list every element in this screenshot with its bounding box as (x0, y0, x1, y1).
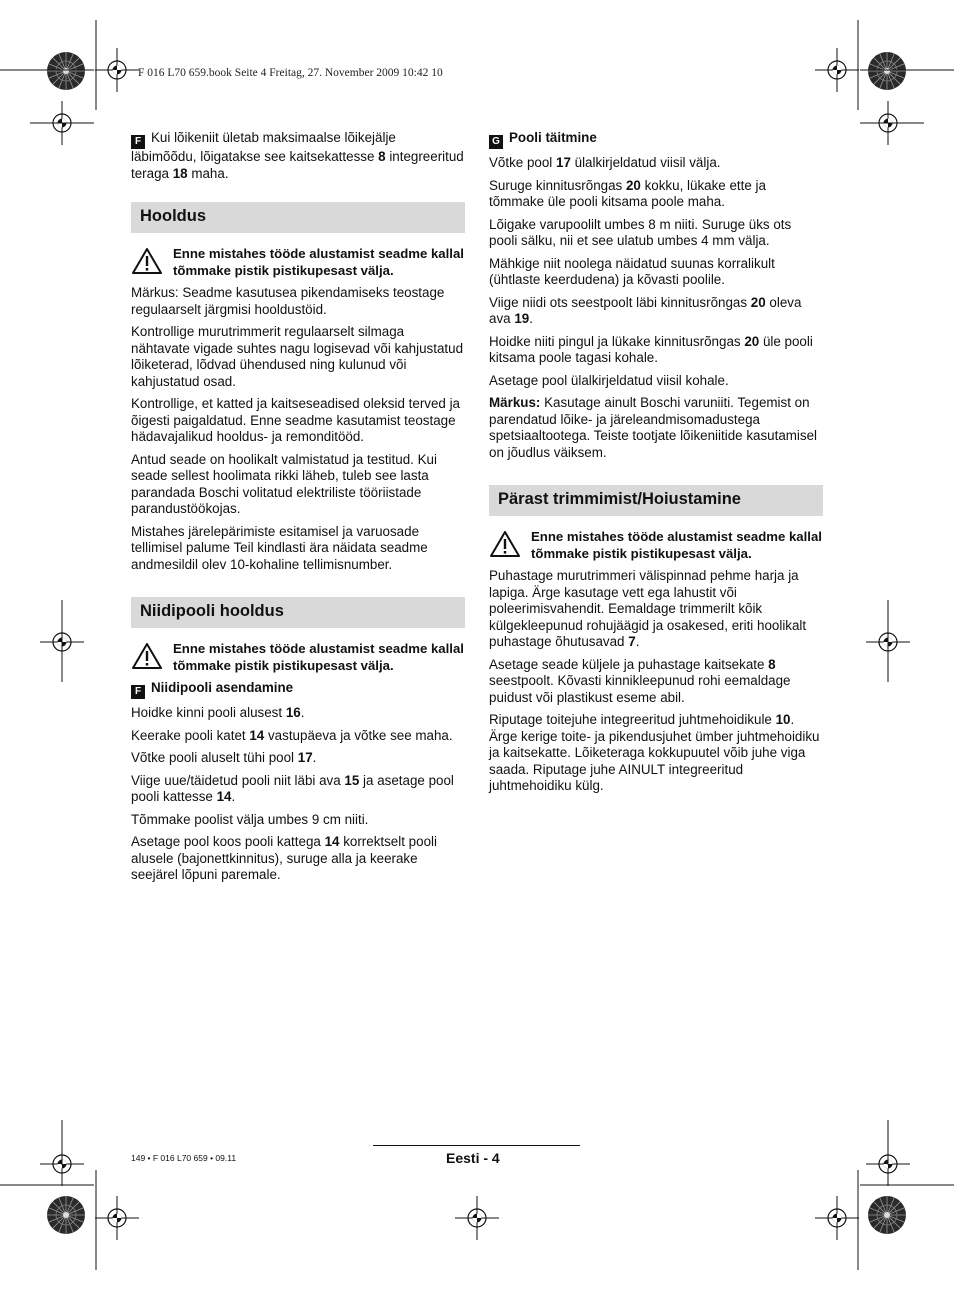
step-paragraph: Viige niidi ots seestpoolt läbi kinnitusrõngas 20 oleva ava 19. (489, 294, 802, 326)
step-paragraph: Suruge kinnitusrõngas 20 kokku, lükake ette ja tõmmake üle pooli kitsama poole maha. (489, 177, 766, 209)
paragraph: Antud seade on hoolikalt valmistatud ja testitud. Kui seade sellest hoolimata rikki läheb, tuleb see lasta parandada Boschi volitatud elektriliste tööriistade parandustöökojas. (131, 451, 437, 516)
warning-triangle-icon (489, 530, 521, 558)
right-column (489, 130, 823, 801)
warning-triangle-icon (131, 642, 163, 670)
subheading: F Niidipooli asendamine (131, 680, 465, 699)
step-paragraph: Hoidke niiti pingul ja lükake kinnitusrõngas 20 üle pooli kitsama poole tagasi kohale. (489, 333, 813, 365)
step-paragraph: Võtke pool 17 ülalkirjeldatud viisil välja. (489, 155, 721, 170)
warning-text: Enne mistahes tööde alustamist seadme kallal tõmmake pistik pistikupesast välja. (173, 246, 464, 278)
footer-code: 149 • F 016 L70 659 • 09.11 (131, 1153, 237, 1163)
section-heading-parast-trimmimist: Pärast trimmimist/Hoiustamine (489, 485, 823, 516)
book-header: F 016 L70 659.book Seite 4 Freitag, 27. November 2009 10:42 10 (138, 67, 443, 79)
paragraph: Kontrollige murutrimmerit regulaarselt silmaga nähtavate vigade suhtes nagu logisevad või kahjustatud lõiketerad, lõdvad ühendused ning kulunud või kahjustatud osad. (131, 324, 464, 389)
footer-rule (373, 1145, 580, 1146)
step-paragraph: Võtke pooli aluselt tühi pool 17. (131, 750, 317, 765)
paragraph: Riputage toitejuhe integreeritud juhtmehoidikule 10. Ärge kerige toite- ja pikendusjuhet ümber juhtmehoidiku ja kaitsekatte. Lõiketeraga kokkupuutel võib juhe viga saada. Riputage juhe AINULT integreeritud juhtmehoidiku külg. (489, 712, 820, 793)
step-paragraph: Hoidke kinni pooli alusest 16. (131, 705, 305, 720)
paragraph: Mistahes järelepärimiste esitamisel ja varuosade tellimisel palume Teil kindlasti ära näidata seadme andmesildil olev 10-kohaline tellimisnumber. (131, 523, 428, 572)
note-paragraph: Märkus: Kasutage ainult Boschi varuniiti. Tegemist on parendatud lõike- ja järeleandmisomadustega spetsiaaltootega. Teiste tootjate lõikeniitide kasutamisel on jõudlus väiksem. (489, 395, 818, 460)
warning-text: Enne mistahes tööde alustamist seadme kallal tõmmake pistik pistikupesast välja. (173, 641, 464, 673)
figure-letter-badge: F (131, 685, 145, 699)
step-paragraph: Mähkige niit noolega näidatud suunas korralikult (ühtlaste keerdudena) ja kõvasti poolile. (489, 255, 775, 287)
step-paragraph: Viige uue/täidetud pooli niit läbi ava 15 ja asetage pool pooli kattesse 14. (131, 772, 454, 804)
section-heading-hooldus: Hooldus (131, 202, 465, 233)
warning-block (131, 246, 465, 279)
left-column (131, 130, 465, 890)
warning-triangle-icon (131, 247, 163, 275)
subheading: G Pooli täitmine (489, 130, 823, 149)
step-paragraph: Tõmmake poolist välja umbes 9 cm niiti. (131, 811, 369, 827)
intro-paragraph: F Kui lõikeniit ületab maksimaalse lõikejälje läbimõõdu, lõigatakse see kaitsekattesse 8 integreeritud teraga 18 maha. (131, 130, 464, 181)
warning-text: Enne mistahes tööde alustamist seadme kallal tõmmake pistik pistikupesast välja. (531, 529, 822, 561)
step-paragraph: Asetage pool ülalkirjeldatud viisil kohale. (489, 372, 729, 388)
paragraph: Puhastage murutrimmeri välispinnad pehme harja ja lapiga. Ärge kasutage vett ega lahustit või poleerimisvahendit. Eemaldage trimmerilt kõik külgekleepunud rohujäägid ja osakesed, eriti hoolikalt puhastage õhutusavad 7. (489, 568, 807, 649)
figure-letter-badge: G (489, 135, 503, 149)
step-paragraph: Lõigake varupoolilt umbes 8 m niiti. Suruge üks ots pooli sälku, nii et see ulatub umbes 4 mm välja. (489, 216, 792, 248)
page-number: Eesti - 4 (446, 1150, 500, 1166)
section-heading-niidipooli-hooldus: Niidipooli hooldus (131, 597, 465, 628)
paragraph: Märkus: Seadme kasutusea pikendamiseks teostage regulaarselt järgmisi hooldustöid. (131, 285, 445, 317)
warning-block (489, 529, 823, 562)
paragraph: Asetage seade küljele ja puhastage kaitsekate 8 seestpoolt. Kõvasti kinnikleepunud rohi eemaldage puidust või plastikust eseme abil. (489, 656, 791, 705)
figure-letter-badge: F (131, 135, 145, 149)
warning-block (131, 641, 465, 674)
step-paragraph: Keerake pooli katet 14 vastupäeva ja võtke see maha. (131, 727, 453, 743)
paragraph: Kontrollige, et katted ja kaitseseadised oleksid terved ja õigesti paigaldatud. Enne seadme kasutamist teostage hädavajalikud hooldus- ja remonditööd. (131, 396, 461, 444)
step-paragraph: Asetage pool koos pooli kattega 14 korrektselt pooli alusele (bajonettkinnitus), suruge alla ja keerake seejärel lõpuni paremale. (131, 834, 437, 882)
